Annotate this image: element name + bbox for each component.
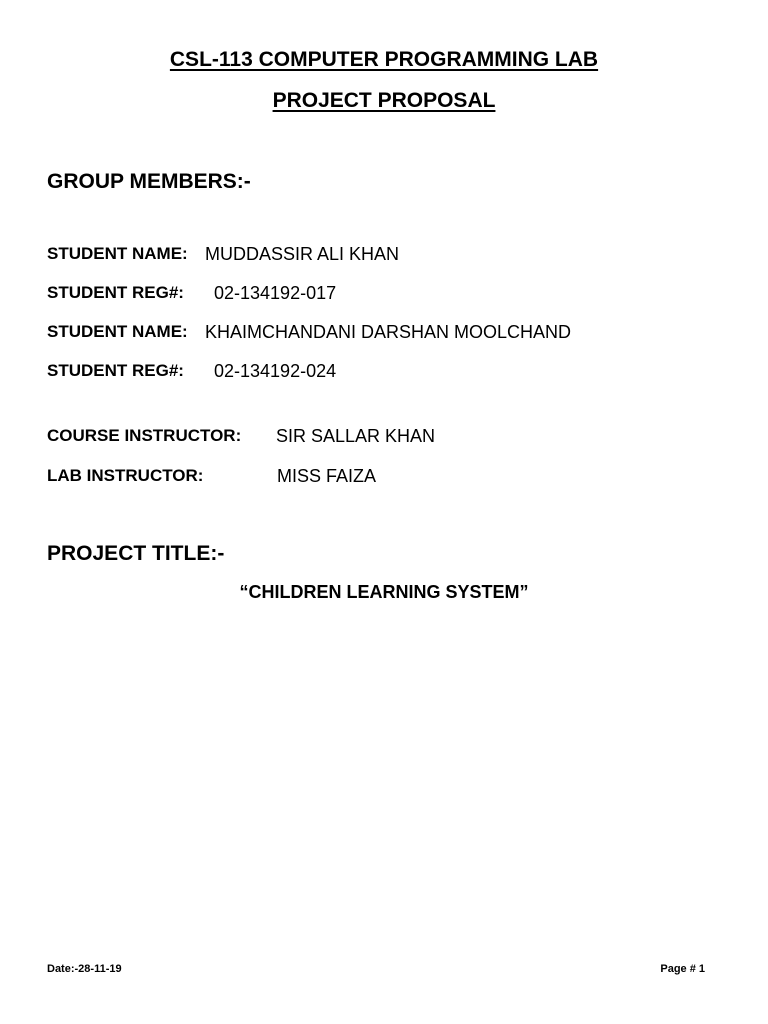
course-title: CSL-113 COMPUTER PROGRAMMING LAB — [169, 48, 599, 71]
group-members-heading: GROUP MEMBERS:- — [47, 170, 251, 193]
student-1-name: MUDDASSIR ALI KHAN — [205, 244, 400, 264]
footer-page-number: Page # 1 — [660, 963, 705, 975]
student-name-label: STUDENT NAME: — [47, 244, 188, 263]
student-name-label: STUDENT NAME: — [47, 322, 188, 341]
footer-date: Date:-28-11-19 — [47, 963, 122, 975]
student-1-reg: 02-134192-017 — [214, 283, 337, 303]
lab-instructor-label: LAB INSTRUCTOR: — [47, 466, 204, 485]
student-reg-label: STUDENT REG#: — [47, 283, 184, 302]
project-title-heading: PROJECT TITLE:- — [47, 542, 225, 565]
course-instructor-value: SIR SALLAR KHAN — [276, 426, 436, 446]
lab-instructor-value: MISS FAIZA — [277, 466, 377, 486]
student-reg-label: STUDENT REG#: — [47, 361, 184, 380]
project-title: “CHILDREN LEARNING SYSTEM” — [239, 582, 529, 602]
course-instructor-label: COURSE INSTRUCTOR: — [47, 426, 242, 445]
student-2-reg: 02-134192-024 — [214, 361, 337, 381]
student-2-name: KHAIMCHANDANI DARSHAN MOOLCHAND — [205, 322, 572, 342]
document-subtitle: PROJECT PROPOSAL — [272, 89, 496, 112]
